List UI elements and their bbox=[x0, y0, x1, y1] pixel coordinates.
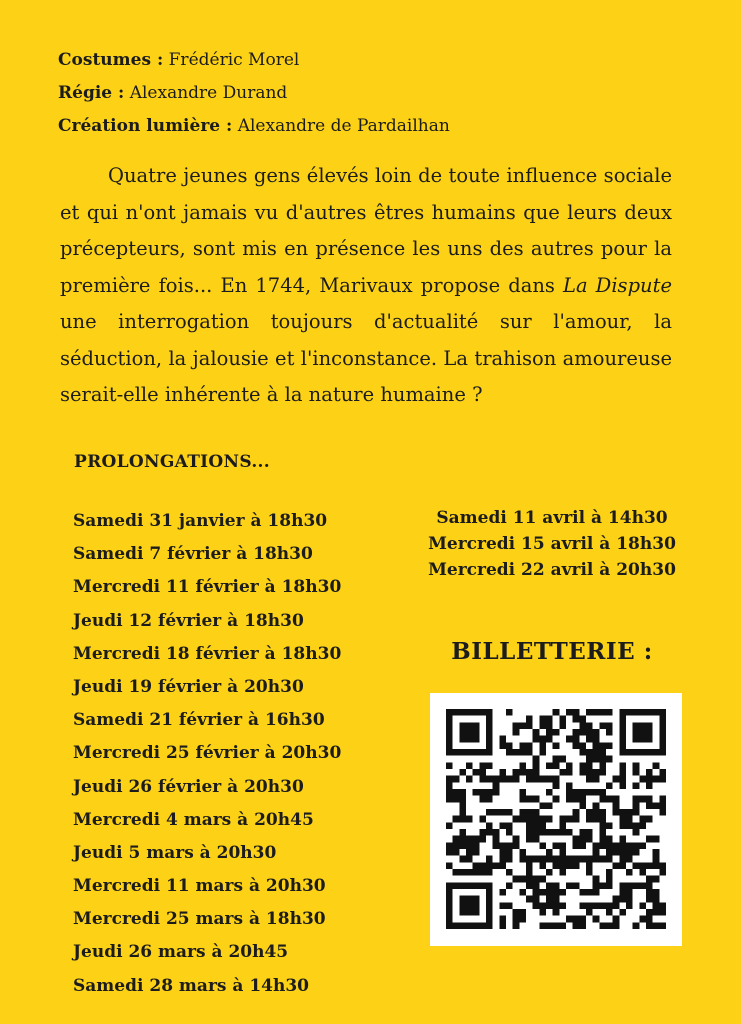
date-item: Mercredi 22 avril à 20h30 bbox=[428, 560, 676, 580]
synopsis-paragraph bbox=[60, 158, 672, 414]
billetterie-heading: BILLETTERIE : bbox=[451, 638, 653, 665]
date-item: Jeudi 5 mars à 20h30 bbox=[73, 842, 277, 863]
date-item: Jeudi 26 février à 20h30 bbox=[73, 776, 304, 797]
date-item: Mercredi 11 mars à 20h30 bbox=[73, 876, 326, 897]
date-item: Mercredi 18 février à 18h30 bbox=[73, 643, 342, 664]
date-item: Samedi 28 mars à 14h30 bbox=[73, 975, 309, 996]
date-item: Samedi 7 février à 18h30 bbox=[73, 544, 313, 565]
synopsis-text-before: Quatre jeunes gens élevés loin de toute influence sociale et qui n'ont jamais vu d'autres êtres humains que leurs deux précepteurs, sont mis en présence les uns des autres pour la première fois... En 1744, Marivaux propose dans bbox=[60, 164, 672, 297]
credit-label: Costumes : bbox=[58, 50, 164, 70]
date-item: Samedi 31 janvier à 18h30 bbox=[73, 511, 328, 531]
prolongations-heading: PROLONGATIONS... bbox=[74, 452, 270, 472]
credit-label: Régie : bbox=[58, 83, 125, 103]
date-item: Jeudi 26 mars à 20h45 bbox=[73, 942, 289, 963]
date-item: Mercredi 25 mars à 18h30 bbox=[73, 909, 326, 930]
credit-line bbox=[58, 110, 450, 143]
synopsis-text-after: une interrogation toujours d'actualité sur l'amour, la séduction, la jalousie et l'inconstance. La trahison amoureuse serait-elle inhérente à la nature humaine ? bbox=[60, 310, 672, 406]
date-item: Jeudi 12 février à 18h30 bbox=[73, 610, 304, 631]
credit-line bbox=[58, 77, 450, 110]
credit-value: Frédéric Morel bbox=[168, 50, 300, 70]
date-item: Mercredi 25 février à 20h30 bbox=[73, 743, 342, 764]
dates-list-right bbox=[412, 505, 692, 583]
date-item: Samedi 11 avril à 14h30 bbox=[436, 508, 668, 528]
qr-code-icon bbox=[446, 709, 666, 929]
credit-value: Alexandre Durand bbox=[129, 83, 288, 103]
qr-code[interactable] bbox=[430, 693, 682, 946]
date-item: Samedi 21 février à 16h30 bbox=[73, 710, 325, 731]
credits-block bbox=[58, 44, 450, 143]
credit-value: Alexandre de Pardailhan bbox=[237, 116, 450, 136]
date-item: Mercredi 4 mars à 20h45 bbox=[73, 809, 314, 830]
credit-label: Création lumière : bbox=[58, 116, 233, 136]
dates-list-left bbox=[73, 505, 341, 1003]
date-item: Mercredi 11 février à 18h30 bbox=[73, 577, 342, 598]
play-title: La Dispute bbox=[563, 273, 672, 297]
credit-line bbox=[58, 44, 450, 77]
date-item: Mercredi 15 avril à 18h30 bbox=[428, 534, 676, 554]
date-item: Jeudi 19 février à 20h30 bbox=[73, 676, 304, 697]
